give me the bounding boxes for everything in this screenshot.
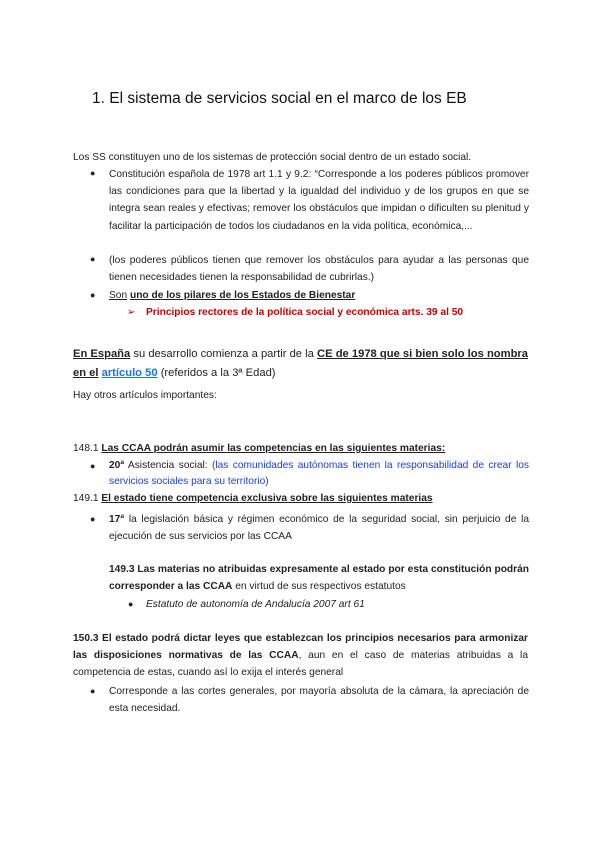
bullet-icon: ● [128,599,134,609]
art149-heading-line [73,491,533,506]
art148-item-label: Asistencia social: [127,460,208,471]
art149-item [109,511,529,545]
bullet-icon: ● [90,461,96,471]
bullet-poderes: (los poderes públicos tienen que remover los obstáculos para ayudar a las personas que tienen necesidades tienen la responsabilidad de cubrirlas.) [109,255,529,283]
art148-item-num: 20ª [109,460,125,471]
art148-item-blue: (las comunidades autónomas tienen la responsabilidad de crear los servicios sociales para su territorio) [109,460,529,487]
bullet-icon: ● [90,290,96,300]
art148-heading: Las CCAA podrán asumir las competencias en las siguientes materias: [101,443,446,454]
art149-num: 149.1 [73,493,99,504]
art150-bold: 150.3 El estado podrá dictar leyes que establezcan los principios necesarios para armonizar las disposiciones normativas de las CCAA [73,633,528,661]
art148-num: 148.1 [73,443,99,454]
espana-ce: CE de 1978 que si bien solo los nombra en el [73,348,528,379]
estatuto-andalucia: Estatuto de autonomía de Andalucía 2007 art 61 [146,599,365,610]
page-title: 1. El sistema de servicios social en el marco de los EB [92,90,467,107]
art150-paragraph [73,630,528,681]
principios-rectores: Principios rectores de la política social y económica arts. 39 al 50 [146,307,464,318]
espana-paragraph [73,345,528,383]
art149-3-paragraph [109,561,529,595]
pilares-bold: uno de los pilares de los Estados de Bienestar [129,290,356,301]
espana-text: su desarrollo comienza a partir de la [133,348,314,360]
espana-label: En España [73,348,131,360]
art148-heading-line [73,441,533,456]
bullet-icon: ● [90,686,96,696]
bullet-icon: ● [90,514,96,524]
articulo-50-link[interactable]: artículo 50 [101,367,158,379]
intro-paragraph: Los SS constituyen uno de los sistemas de protección social dentro de un estado social. [73,152,472,163]
art150-rest: , aun en el caso de materias atribuidas a la competencia de estas, cuando así lo exija el interés general [73,650,528,678]
bullet-icon: ● [90,168,96,178]
art149-3-bold: 149.3 Las materias no atribuidas expresamente al estado por esta constitución podrán corresponder a las CCAA [109,564,529,592]
art149-item-num: 17ª [109,514,125,525]
pilares-prefix: Son [109,290,128,301]
espana-tail: (referidos a la 3ª Edad) [160,367,276,379]
art150-bullet: Corresponde a las cortes generales, por mayoría absoluta de la cámara, la apreciación de esta necesidad. [109,686,529,714]
bullet-constitucion: Constitución española de 1978 art 1.1 y 9.2: “Corresponde a los poderes públicos promover las condiciones para que la libertad y la igualdad del individuo y de los grupos en que se integra sean reales y efectivas; remover los obstáculos que impidan o dificulten su plenitud y facilitar la participación de todos los ciudadanos en la vida política, económica,... [109,169,529,232]
art149-heading: El estado tiene competencia exclusiva sobre las siguientes materias [101,493,433,504]
art149-3-rest: en virtud de sus respectivos estatutos [235,581,406,592]
art149-item-text: la legislación básica y régimen económico de la seguridad social, sin perjuicio de la ejecución de sus servicios por las CCAA [109,514,529,542]
art148-item [109,458,529,490]
bullet-pilares [109,288,529,303]
arrow-icon: ➢ [127,307,136,318]
bullet-icon: ● [90,254,96,264]
otros-articulos: Hay otros artículos importantes: [73,390,217,401]
